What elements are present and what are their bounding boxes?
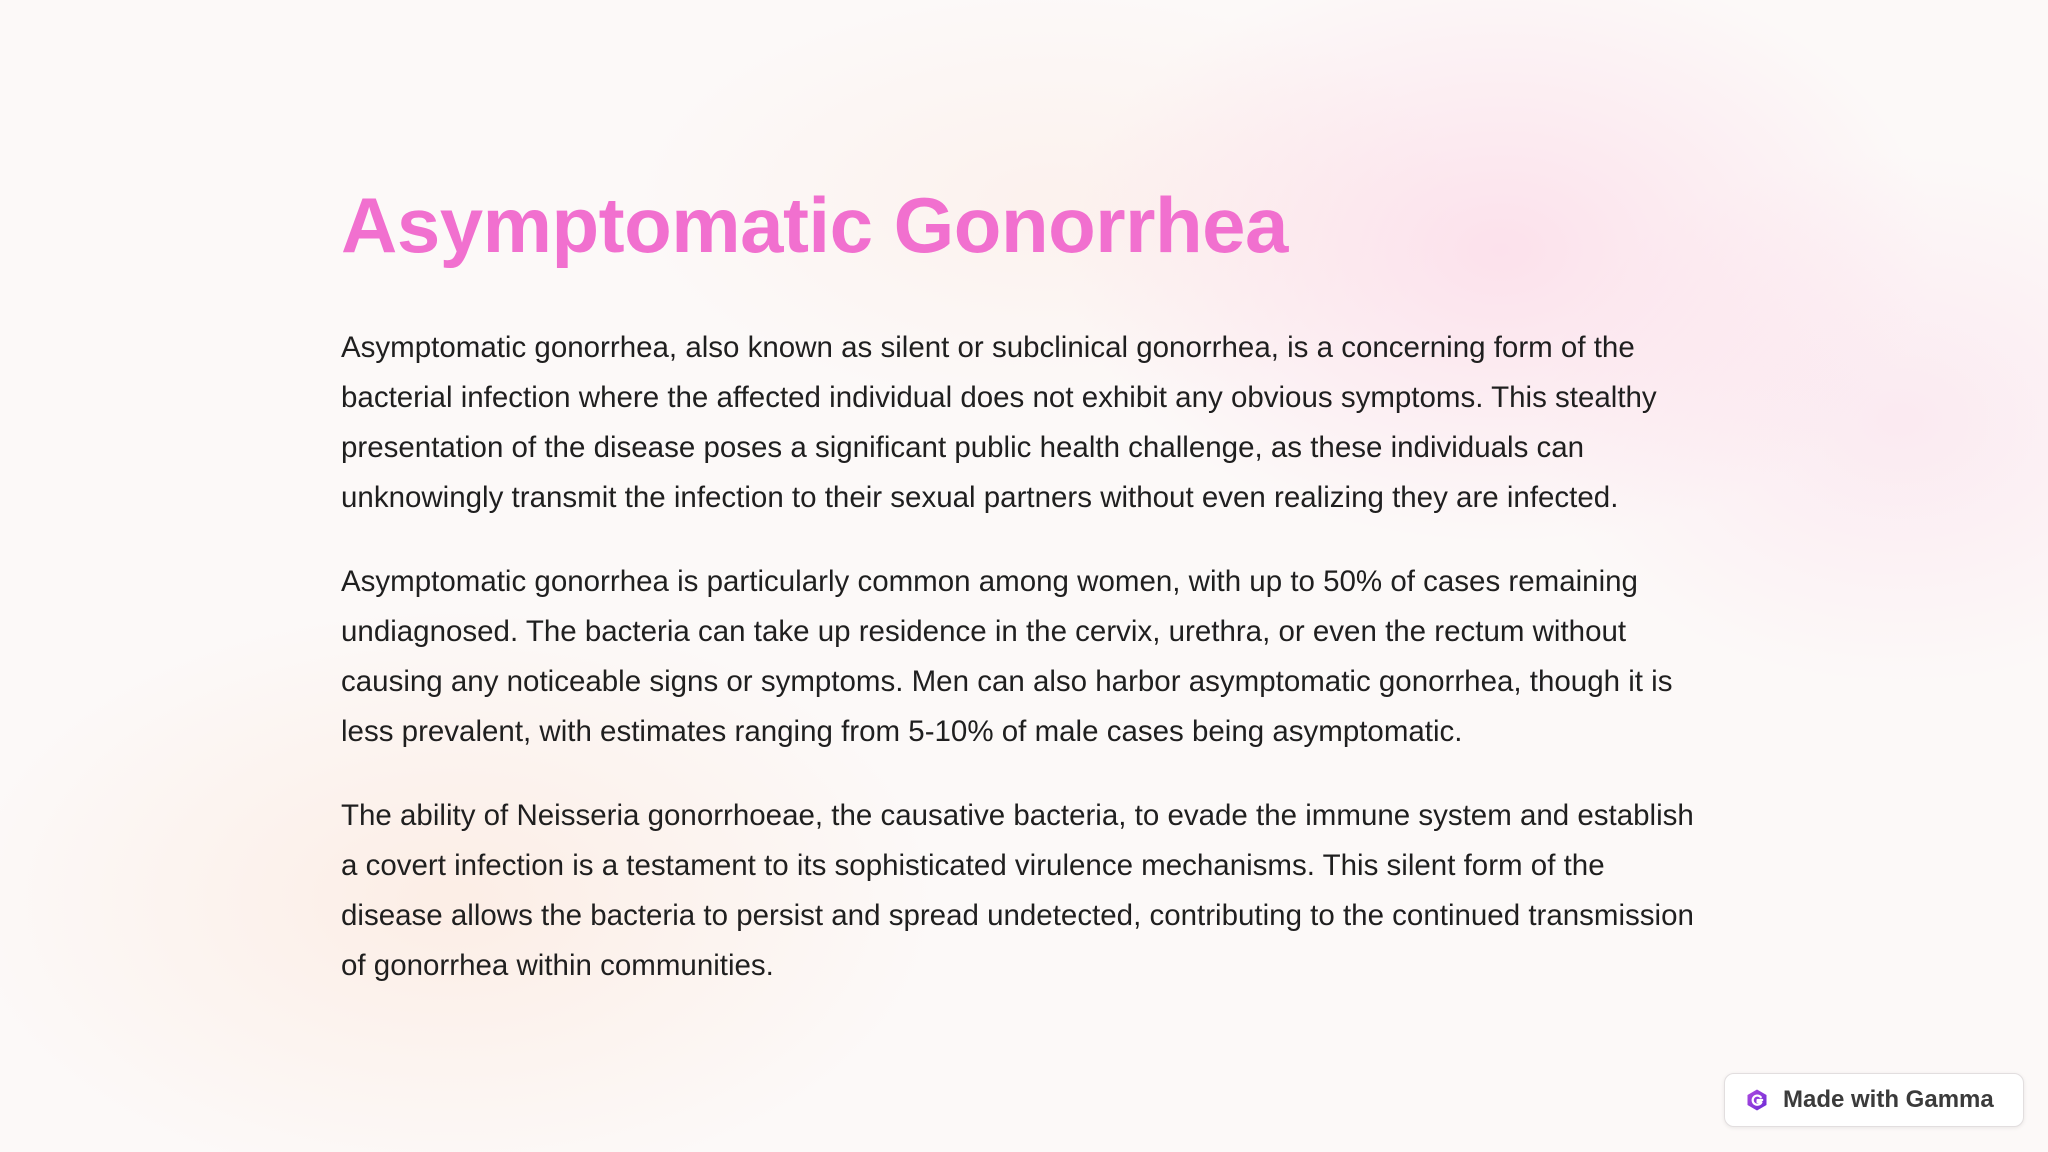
made-with-gamma-button[interactable] xyxy=(1724,1073,2024,1127)
gamma-logo-icon xyxy=(1745,1088,1769,1112)
paragraph-3: The ability of Neisseria gonorrhoeae, the causative bacteria, to evade the immune system and establish a covert infection is a testament to its sophisticated virulence mechanisms. This silent form of the disease allows the bacteria to persist and spread undetected, contributing to the continued transmission of gonorrhea within communities. xyxy=(341,799,1694,982)
paragraph-1: Asymptomatic gonorrhea, also known as silent or subclinical gonorrhea, is a concerning form of the bacterial infection where the affected individual does not exhibit any obvious symptoms. This stealthy presentation of the disease poses a significant public health challenge, as these individuals can unknowingly transmit the infection to their sexual partners without even realizing they are infected. xyxy=(341,331,1657,514)
badge-label: Made with Gamma xyxy=(1783,1086,1994,1113)
slide-title: Asymptomatic Gonorrhea xyxy=(341,181,1288,269)
slide-content xyxy=(341,180,1701,991)
paragraph-2: Asymptomatic gonorrhea is particularly common among women, with up to 50% of cases remaining undiagnosed. The bacteria can take up residence in the cervix, urethra, or even the rectum without causing any noticeable signs or symptoms. Men can also harbor asymptomatic gonorrhea, though it is less prevalent, with estimates ranging from 5-10% of male cases being asymptomatic. xyxy=(341,565,1673,748)
